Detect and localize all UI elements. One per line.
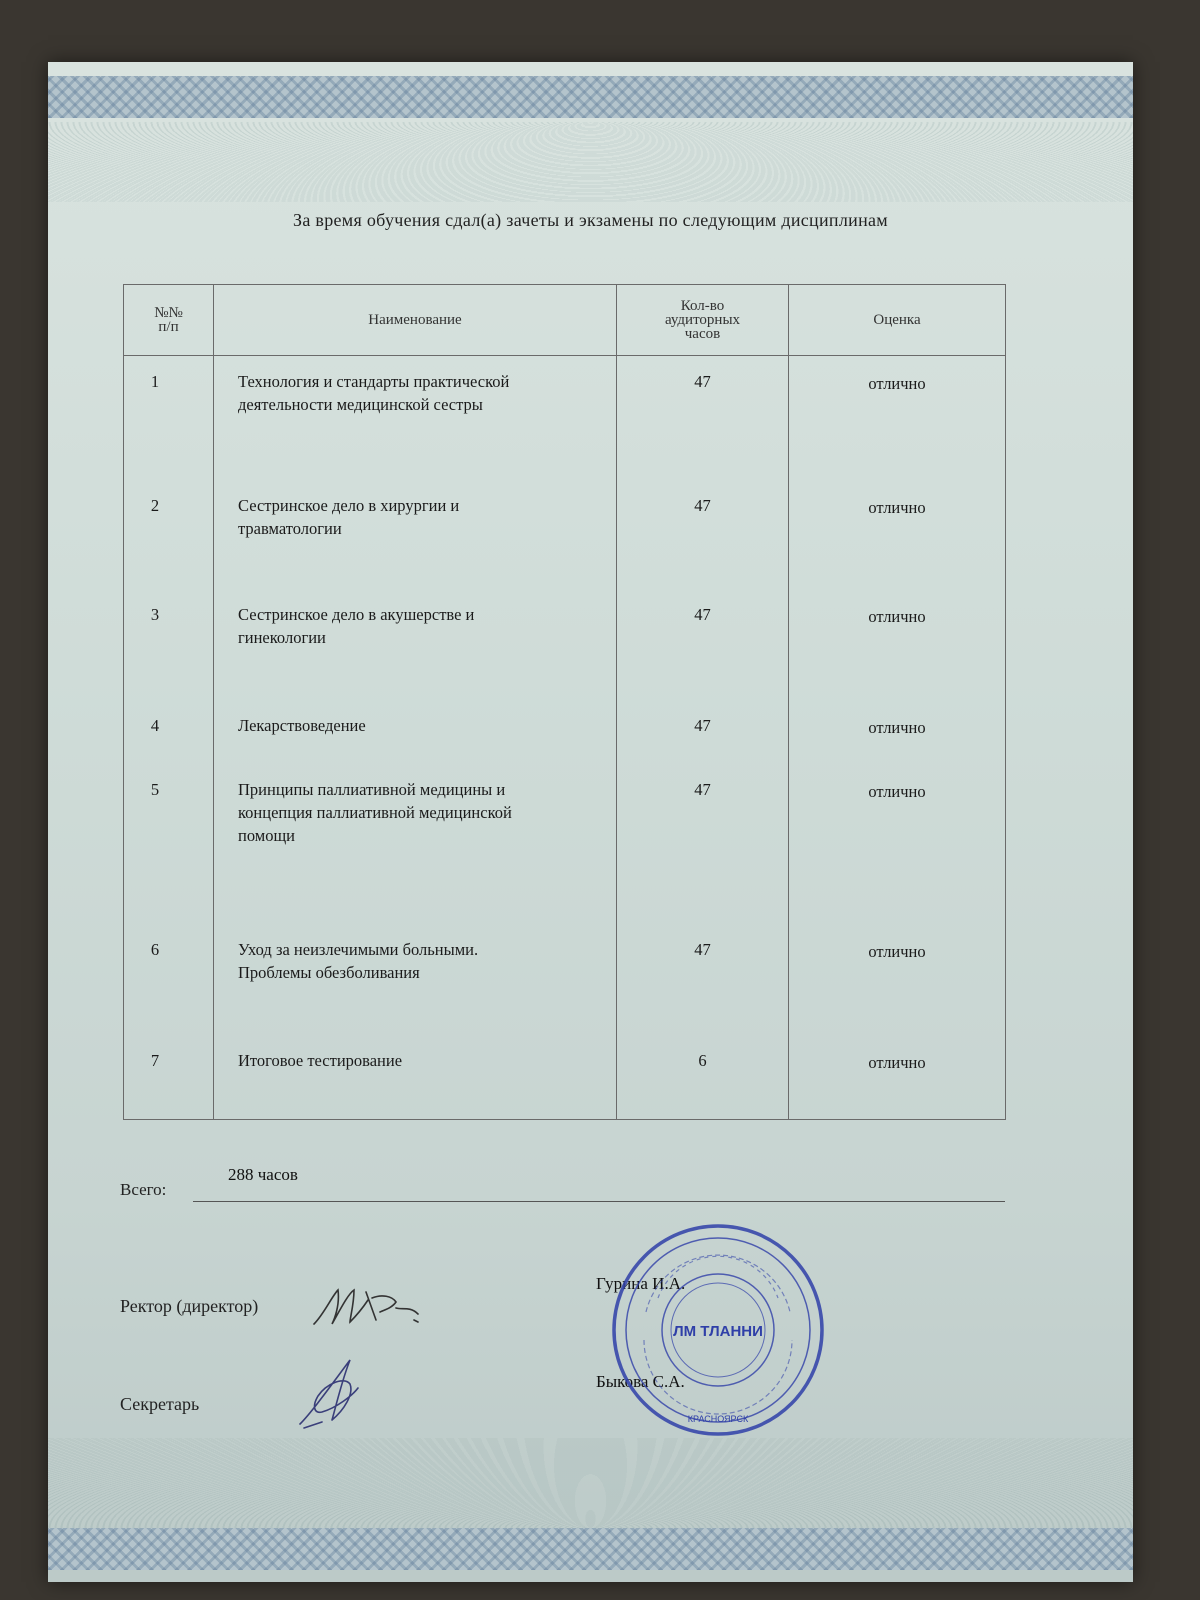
row-name-line: помощи <box>238 826 295 846</box>
row-name <box>214 1045 617 1112</box>
row-grade: отлично <box>789 356 1006 493</box>
seal-center-text: ЛМ ТЛАННИ <box>673 1323 763 1340</box>
guilloche-pattern-top <box>48 122 1133 202</box>
empty-cell <box>214 1112 617 1120</box>
row-name-line: Итоговое тестирование <box>238 1051 403 1071</box>
row-name-line: концепция паллиативной медицинской <box>238 803 512 823</box>
table-header-row <box>124 285 1006 356</box>
table-row <box>124 1045 1006 1112</box>
table-row <box>124 776 1006 936</box>
row-num: 2 <box>124 492 214 601</box>
header-num-line: п/п <box>158 319 179 335</box>
guilloche-pattern-bottom <box>48 1438 1133 1528</box>
header-grade: Оценка <box>789 285 1006 356</box>
row-grade: отлично <box>789 710 1006 777</box>
secretary-signature <box>292 1354 372 1434</box>
row-hours: 6 <box>617 1045 789 1112</box>
header-num <box>124 285 214 356</box>
row-name-line: Принципы паллиативной медицины и <box>238 780 506 800</box>
header-num-line: №№ <box>154 305 183 321</box>
row-hours: 47 <box>617 776 789 936</box>
row-num: 4 <box>124 710 214 777</box>
table-row <box>124 936 1006 1045</box>
row-name <box>214 710 617 777</box>
row-num: 7 <box>124 1045 214 1112</box>
rector-label: Ректор (директор) <box>120 1296 259 1316</box>
total-label: Всего: <box>120 1180 167 1199</box>
row-name-line: деятельности медицинской сестры <box>238 395 483 414</box>
rector-signature <box>310 1284 430 1330</box>
row-name <box>214 356 617 493</box>
seal-city-text: КРАСНОЯРСК <box>687 1414 749 1424</box>
secretary-name: Быкова С.А. <box>596 1372 685 1391</box>
grades-table <box>123 284 1006 1120</box>
row-grade: отлично <box>789 776 1006 936</box>
row-num: 6 <box>124 936 214 1045</box>
rector-name: Гурина И.А. <box>596 1274 686 1293</box>
organization-seal <box>608 1220 828 1440</box>
row-hours: 47 <box>617 710 789 777</box>
empty-cell <box>124 1112 214 1120</box>
row-grade: отлично <box>789 936 1006 1045</box>
header-hours-line: Кол-во <box>680 298 725 314</box>
empty-cell <box>617 1112 789 1120</box>
row-num: 1 <box>124 356 214 493</box>
header-hours-line: часов <box>684 326 721 342</box>
row-name-line: Сестринское дело в хирургии и <box>238 496 460 516</box>
row-grade: отлично <box>789 1045 1006 1112</box>
row-name <box>214 776 617 936</box>
secretary-label: Секретарь <box>120 1394 200 1414</box>
certificate-sheet <box>48 62 1133 1582</box>
table-row <box>124 601 1006 710</box>
header-hours <box>617 285 789 356</box>
header-hours-line: аудиторных <box>664 312 741 328</box>
row-name-line: гинекологии <box>238 627 326 647</box>
table-row <box>124 356 1006 493</box>
header-name: Наименование <box>214 285 617 356</box>
table-row <box>124 710 1006 777</box>
total-hours-value: 288 часов <box>228 1165 298 1184</box>
row-num: 3 <box>124 601 214 710</box>
ornament-band-bottom <box>48 1528 1133 1570</box>
row-name <box>214 601 617 710</box>
row-grade: отлично <box>789 492 1006 601</box>
ornament-band-top <box>48 76 1133 118</box>
row-name-line: Уход за неизлечимыми больными. <box>238 940 479 960</box>
row-name-line: травматологии <box>238 519 342 539</box>
empty-cell <box>789 1112 1006 1120</box>
row-num: 5 <box>124 776 214 936</box>
row-name-line: Проблемы обезболивания <box>238 963 420 983</box>
row-name-line: Сестринское дело в акушерстве и <box>238 604 475 624</box>
row-hours: 47 <box>617 356 789 493</box>
row-hours: 47 <box>617 936 789 1045</box>
table-row <box>124 492 1006 601</box>
total-underline <box>193 1201 1005 1202</box>
document-heading: За время обучения сдал(а) зачеты и экзамены по следующим дисциплинам <box>293 210 888 230</box>
row-hours: 47 <box>617 601 789 710</box>
row-name <box>214 936 617 1045</box>
table-empty-space <box>124 1112 1006 1120</box>
row-hours: 47 <box>617 492 789 601</box>
row-name-line: Лекарствоведение <box>238 715 366 735</box>
row-name <box>214 492 617 601</box>
row-grade: отлично <box>789 601 1006 710</box>
row-name-line: Технология и стандарты практической <box>238 372 510 391</box>
